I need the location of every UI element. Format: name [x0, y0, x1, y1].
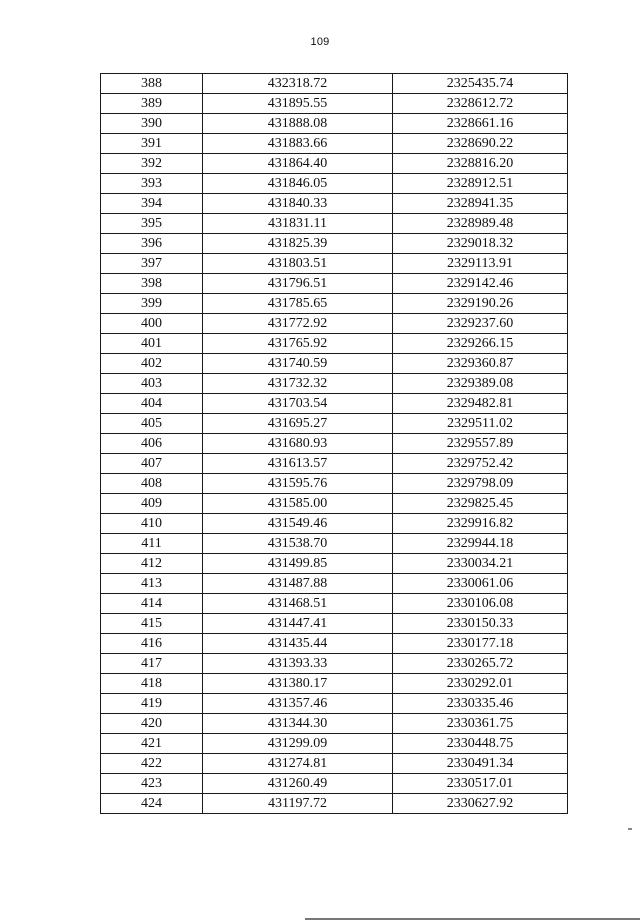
x-coordinate-cell: 431888.08: [203, 114, 393, 134]
point-number-cell: 413: [101, 574, 203, 594]
x-coordinate-cell: 431680.93: [203, 434, 393, 454]
y-coordinate-cell: 2329916.82: [393, 514, 568, 534]
y-coordinate-cell: 2330292.01: [393, 674, 568, 694]
y-coordinate-cell: 2329113.91: [393, 254, 568, 274]
table-row: [101, 774, 568, 794]
point-number-cell: 415: [101, 614, 203, 634]
y-coordinate-cell: 2328690.22: [393, 134, 568, 154]
x-coordinate-cell: 431393.33: [203, 654, 393, 674]
x-coordinate-cell: 431772.92: [203, 314, 393, 334]
y-coordinate-cell: 2330177.18: [393, 634, 568, 654]
table-row: [101, 474, 568, 494]
point-number-cell: 395: [101, 214, 203, 234]
x-coordinate-cell: 431803.51: [203, 254, 393, 274]
table-row: [101, 574, 568, 594]
table-row: [101, 234, 568, 254]
point-number-cell: 419: [101, 694, 203, 714]
y-coordinate-cell: 2330034.21: [393, 554, 568, 574]
x-coordinate-cell: 431487.88: [203, 574, 393, 594]
table-row: [101, 614, 568, 634]
x-coordinate-cell: 431274.81: [203, 754, 393, 774]
y-coordinate-cell: 2329190.26: [393, 294, 568, 314]
x-coordinate-cell: 431765.92: [203, 334, 393, 354]
y-coordinate-cell: 2329798.09: [393, 474, 568, 494]
point-number-cell: 406: [101, 434, 203, 454]
table-row: [101, 74, 568, 94]
table-row: [101, 134, 568, 154]
point-number-cell: 390: [101, 114, 203, 134]
x-coordinate-cell: 431499.85: [203, 554, 393, 574]
x-coordinate-cell: 431299.09: [203, 734, 393, 754]
point-number-cell: 398: [101, 274, 203, 294]
table-row: [101, 434, 568, 454]
x-coordinate-cell: 431344.30: [203, 714, 393, 734]
x-coordinate-cell: 431468.51: [203, 594, 393, 614]
point-number-cell: 389: [101, 94, 203, 114]
table-row: [101, 634, 568, 654]
y-coordinate-cell: 2330361.75: [393, 714, 568, 734]
y-coordinate-cell: 2329360.87: [393, 354, 568, 374]
scan-bottom-line: [305, 918, 640, 920]
y-coordinate-cell: 2329482.81: [393, 394, 568, 414]
x-coordinate-cell: 431846.05: [203, 174, 393, 194]
point-number-cell: 403: [101, 374, 203, 394]
y-coordinate-cell: 2329142.46: [393, 274, 568, 294]
table-row: [101, 414, 568, 434]
table-row: [101, 534, 568, 554]
table-row: [101, 214, 568, 234]
x-coordinate-cell: 431585.00: [203, 494, 393, 514]
table-row: [101, 94, 568, 114]
point-number-cell: 407: [101, 454, 203, 474]
y-coordinate-cell: 2330627.92: [393, 794, 568, 814]
y-coordinate-cell: 2329389.08: [393, 374, 568, 394]
point-number-cell: 424: [101, 794, 203, 814]
table-row: [101, 274, 568, 294]
point-number-cell: 422: [101, 754, 203, 774]
point-number-cell: 411: [101, 534, 203, 554]
point-number-cell: 420: [101, 714, 203, 734]
scan-edge-mark: [628, 828, 632, 830]
y-coordinate-cell: 2330448.75: [393, 734, 568, 754]
x-coordinate-cell: 431380.17: [203, 674, 393, 694]
x-coordinate-cell: 431732.32: [203, 374, 393, 394]
table-row: [101, 394, 568, 414]
x-coordinate-cell: 431840.33: [203, 194, 393, 214]
page-number: 109: [310, 36, 330, 48]
y-coordinate-cell: 2325435.74: [393, 74, 568, 94]
x-coordinate-cell: 431825.39: [203, 234, 393, 254]
point-number-cell: 414: [101, 594, 203, 614]
y-coordinate-cell: 2330335.46: [393, 694, 568, 714]
point-number-cell: 421: [101, 734, 203, 754]
table-row: [101, 194, 568, 214]
point-number-cell: 394: [101, 194, 203, 214]
table-row: [101, 334, 568, 354]
table-row: [101, 294, 568, 314]
x-coordinate-cell: 431538.70: [203, 534, 393, 554]
point-number-cell: 397: [101, 254, 203, 274]
point-number-cell: 408: [101, 474, 203, 494]
y-coordinate-cell: 2330491.34: [393, 754, 568, 774]
y-coordinate-cell: 2330265.72: [393, 654, 568, 674]
y-coordinate-cell: 2328941.35: [393, 194, 568, 214]
y-coordinate-cell: 2328661.16: [393, 114, 568, 134]
x-coordinate-cell: 431785.65: [203, 294, 393, 314]
y-coordinate-cell: 2328912.51: [393, 174, 568, 194]
x-coordinate-cell: 432318.72: [203, 74, 393, 94]
x-coordinate-cell: 431703.54: [203, 394, 393, 414]
x-coordinate-cell: 431831.11: [203, 214, 393, 234]
x-coordinate-cell: 431796.51: [203, 274, 393, 294]
y-coordinate-cell: 2329825.45: [393, 494, 568, 514]
x-coordinate-cell: 431613.57: [203, 454, 393, 474]
table-row: [101, 374, 568, 394]
y-coordinate-cell: 2330517.01: [393, 774, 568, 794]
x-coordinate-cell: 431740.59: [203, 354, 393, 374]
point-number-cell: 409: [101, 494, 203, 514]
y-coordinate-cell: 2329018.32: [393, 234, 568, 254]
table-row: [101, 314, 568, 334]
table-row: [101, 254, 568, 274]
point-number-cell: 405: [101, 414, 203, 434]
point-number-cell: 418: [101, 674, 203, 694]
x-coordinate-cell: 431549.46: [203, 514, 393, 534]
point-number-cell: 412: [101, 554, 203, 574]
table-row: [101, 674, 568, 694]
x-coordinate-cell: 431895.55: [203, 94, 393, 114]
table-row: [101, 734, 568, 754]
y-coordinate-cell: 2329752.42: [393, 454, 568, 474]
y-coordinate-cell: 2328989.48: [393, 214, 568, 234]
table-row: [101, 154, 568, 174]
x-coordinate-cell: 431435.44: [203, 634, 393, 654]
point-number-cell: 392: [101, 154, 203, 174]
point-number-cell: 399: [101, 294, 203, 314]
point-number-cell: 391: [101, 134, 203, 154]
y-coordinate-cell: 2329511.02: [393, 414, 568, 434]
table-row: [101, 454, 568, 474]
y-coordinate-cell: 2329944.18: [393, 534, 568, 554]
table-row: [101, 754, 568, 774]
y-coordinate-cell: 2328816.20: [393, 154, 568, 174]
y-coordinate-cell: 2330061.06: [393, 574, 568, 594]
point-number-cell: 410: [101, 514, 203, 534]
table-row: [101, 354, 568, 374]
y-coordinate-cell: 2329237.60: [393, 314, 568, 334]
table-row: [101, 714, 568, 734]
table-row: [101, 594, 568, 614]
x-coordinate-cell: 431864.40: [203, 154, 393, 174]
table-row: [101, 114, 568, 134]
x-coordinate-cell: 431595.76: [203, 474, 393, 494]
x-coordinate-cell: 431357.46: [203, 694, 393, 714]
point-number-cell: 393: [101, 174, 203, 194]
y-coordinate-cell: 2330106.08: [393, 594, 568, 614]
point-number-cell: 401: [101, 334, 203, 354]
point-number-cell: 402: [101, 354, 203, 374]
x-coordinate-cell: 431447.41: [203, 614, 393, 634]
x-coordinate-cell: 431883.66: [203, 134, 393, 154]
table-row: [101, 174, 568, 194]
coordinates-table: [100, 73, 568, 814]
x-coordinate-cell: 431695.27: [203, 414, 393, 434]
point-number-cell: 416: [101, 634, 203, 654]
point-number-cell: 400: [101, 314, 203, 334]
point-number-cell: 388: [101, 74, 203, 94]
x-coordinate-cell: 431197.72: [203, 794, 393, 814]
point-number-cell: 396: [101, 234, 203, 254]
y-coordinate-cell: 2330150.33: [393, 614, 568, 634]
table-row: [101, 654, 568, 674]
table-row: [101, 694, 568, 714]
point-number-cell: 417: [101, 654, 203, 674]
table-row: [101, 554, 568, 574]
table-row: [101, 514, 568, 534]
y-coordinate-cell: 2328612.72: [393, 94, 568, 114]
table-row: [101, 794, 568, 814]
point-number-cell: 404: [101, 394, 203, 414]
coordinates-table-body: [101, 74, 568, 814]
y-coordinate-cell: 2329557.89: [393, 434, 568, 454]
table-row: [101, 494, 568, 514]
point-number-cell: 423: [101, 774, 203, 794]
y-coordinate-cell: 2329266.15: [393, 334, 568, 354]
x-coordinate-cell: 431260.49: [203, 774, 393, 794]
